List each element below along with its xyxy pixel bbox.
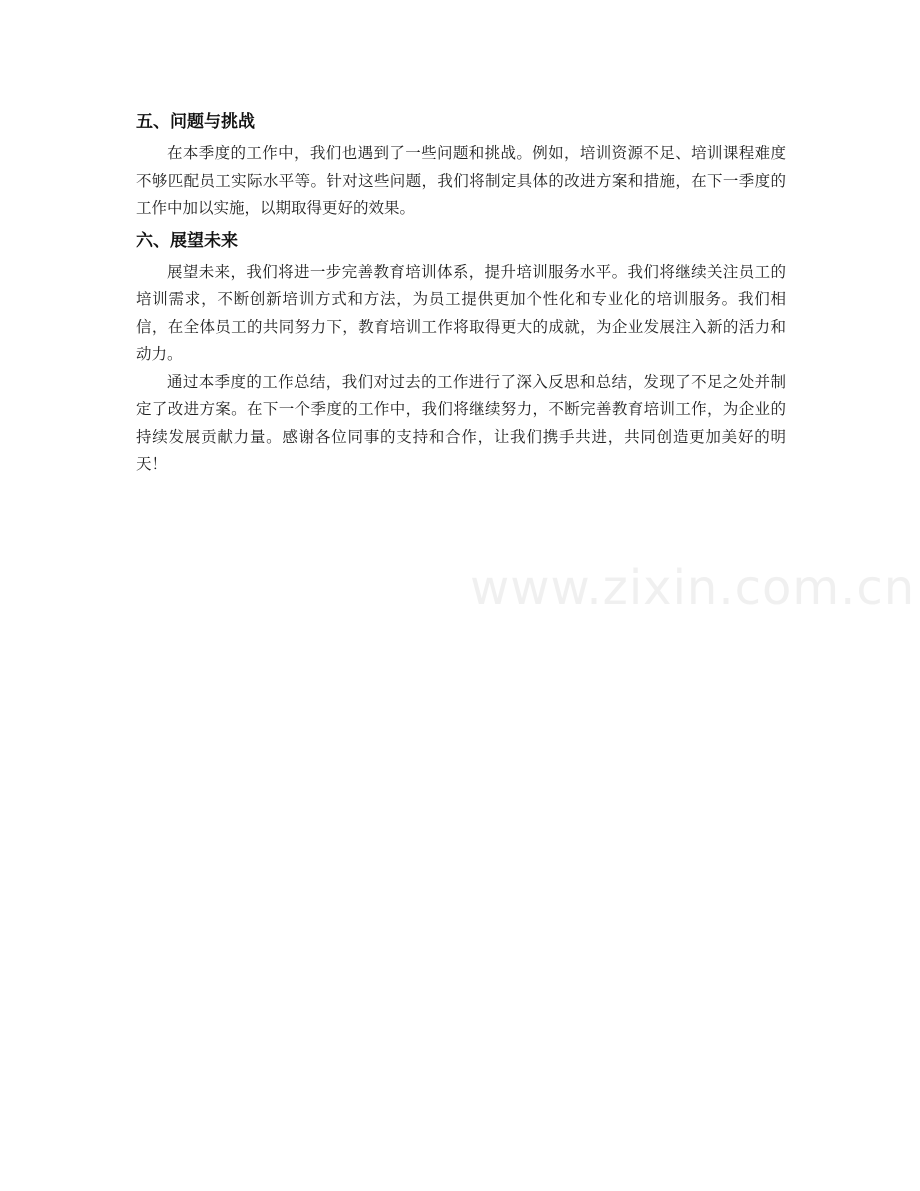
- document-body: [136, 104, 786, 479]
- paragraph-conclusion: 通过本季度的工作总结，我们对过去的工作进行了深入反思和总结，发现了不足之处并制定了改进方案。在下一个季度的工作中，我们将继续努力，不断完善教育培训工作，为企业的持续发展贡献力量。感谢各位同事的支持和合作，让我们携手共进，共同创造更加美好的明天！: [136, 372, 786, 473]
- section-heading-problems: 五、问题与挑战: [136, 112, 255, 132]
- paragraph-problems: 在本季度的工作中，我们也遇到了一些问题和挑战。例如，培训资源不足、培训课程难度不够匹配员工实际水平等。针对这些问题，我们将制定具体的改进方案和措施，在下一季度的工作中加以实施，以期取得更好的效果。: [136, 144, 786, 217]
- section-heading-outlook: 六、展望未来: [136, 230, 238, 251]
- watermark-text: www.zixin.com.cn: [470, 560, 916, 616]
- paragraph-outlook: 展望未来，我们将进一步完善教育培训体系，提升培训服务水平。我们将继续关注员工的培训需求，不断创新培训方式和方法，为员工提供更加个性化和专业化的培训服务。我们相信，在全体员工的共同努力下，教育培训工作将取得更大的成就，为企业发展注入新的活力和动力。: [136, 262, 786, 363]
